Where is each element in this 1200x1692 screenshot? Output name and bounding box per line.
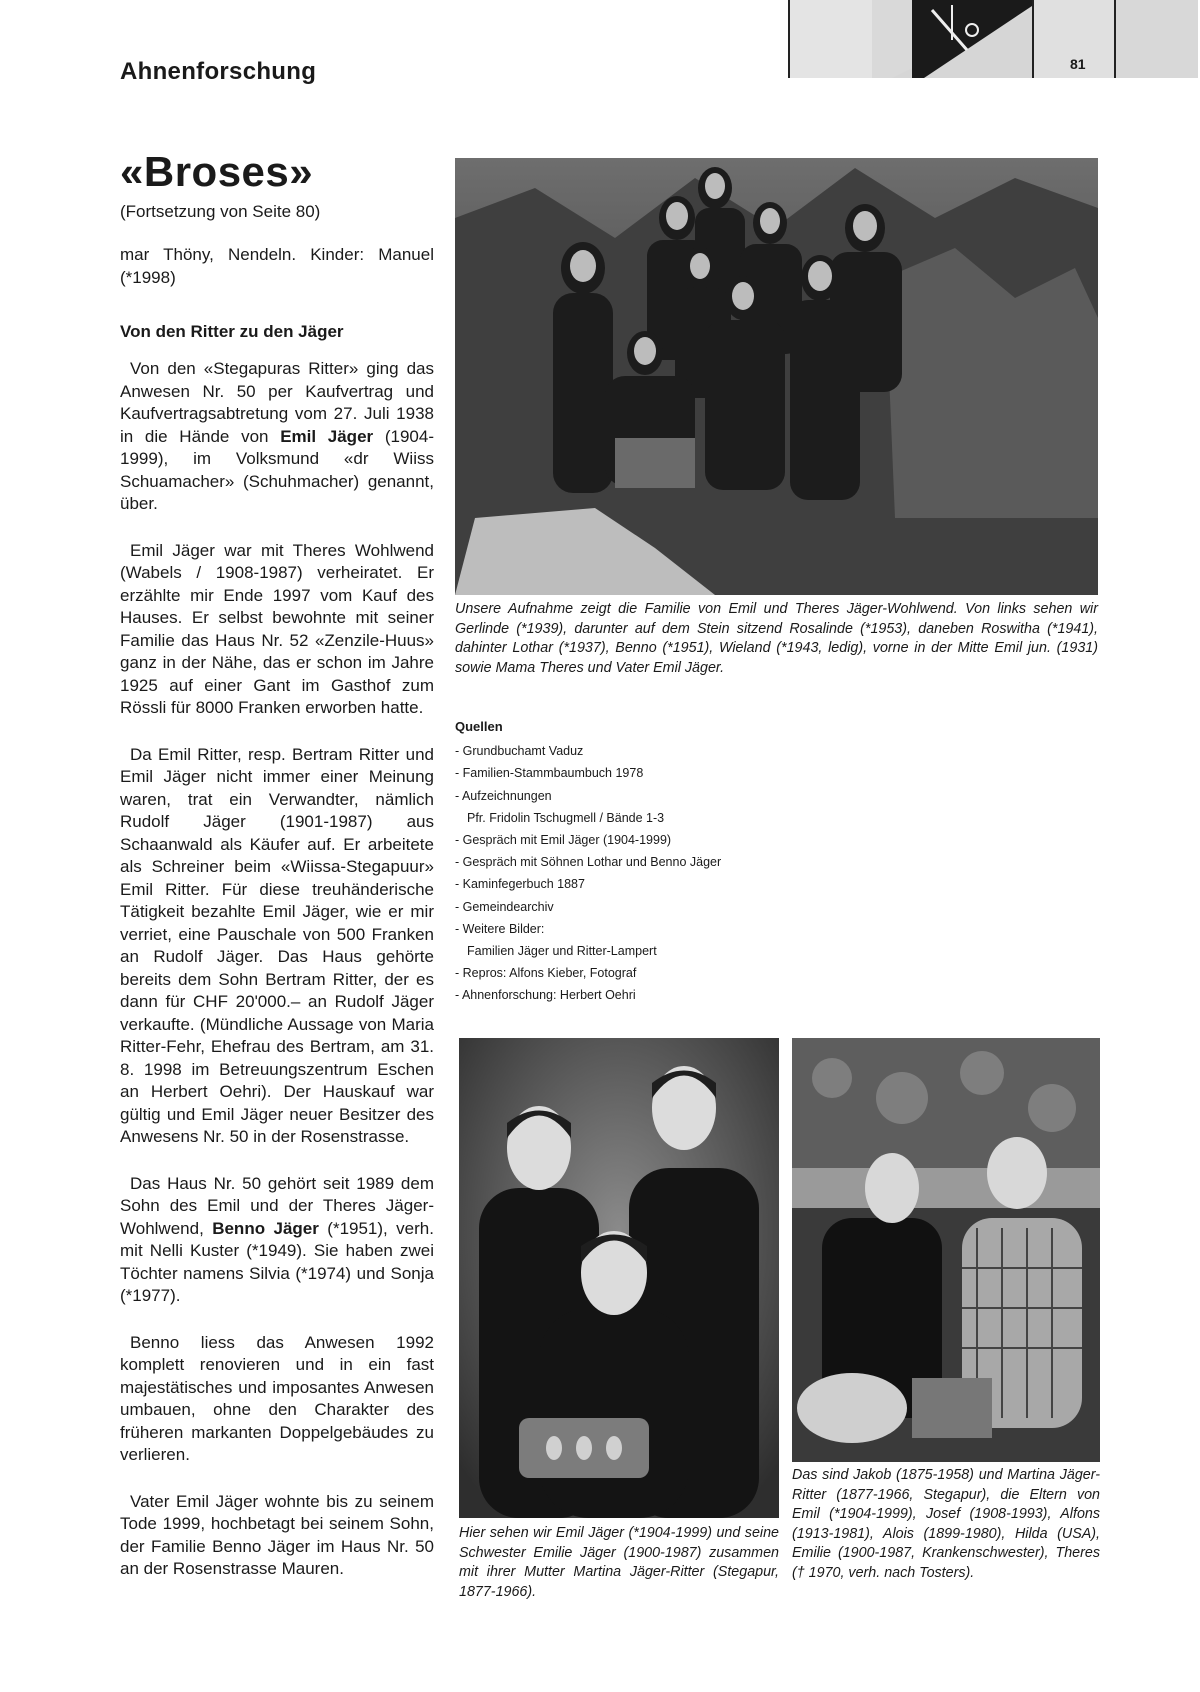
paragraph-6: Vater Emil Jäger wohnte bis zu seinem Tode 1999, hochbetagt bei seinem Sohn, der Familie Benno Jäger im Haus Nr. 50 an der Rosenstrasse Mauren.	[120, 1491, 434, 1578]
name-benno-jaeger: Benno Jäger	[212, 1218, 319, 1238]
source-item: - Kaminfegerbuch 1887	[455, 877, 585, 892]
article-subtitle: (Fortsetzung von Seite 80)	[120, 202, 321, 221]
siblings-photo-caption: Hier sehen wir Emil Jäger (*1904-1999) und seine Schwester Emilie Jäger (1900-1987) zusammen mit ihrer Mutter Martina Jäger-Ritter (Stegapur, 1877-1966).	[459, 1525, 779, 1600]
header-emblem-cell	[872, 0, 1034, 78]
family-photo-caption: Unsere Aufnahme zeigt die Familie von Emil und Theres Jäger-Wohlwend. Von links sehen wir Gerlinde (*1939), darunter auf dem Stein sitzend Rosalinde (*1953), daneben Roswitha (*1941), dahinter Lothar (*1937), Benno (*1951), Wieland (*1943, ledig), vorne in der Mitte Emil jun. (1931) sowie Mama Theres und Vater Emil Jäger.	[455, 601, 1098, 676]
intro-paragraph	[120, 244, 434, 313]
source-item: Pfr. Fridolin Tschugmell / Bände 1-3	[467, 810, 665, 825]
article-title: «Broses»	[120, 148, 314, 195]
paragraph-4-text-end: (*1951), verh. mit Nelli Kuster (*1949). Sie haben zwei Töchter namens Silvia (*1974) und Sonja (*1977).	[120, 1218, 434, 1305]
source-item: - Gespräch mit Söhnen Lothar und Benno Jäger	[455, 855, 722, 870]
family-photo	[455, 158, 1098, 595]
paragraph-2: Emil Jäger war mit Theres Wohlwend (Wabels / 1908-1987) verheiratet. Er erzählte mir Ende 1997 vom Kauf des Hauses. Er selbst bewohnte mit seiner Familie das Haus Nr. 52 «Zenzile-Huus» ganz in der Nähe, das er schon im Jahre 1925 auf einer Gant im Gasthof zum Rössli für 8000 Franken erworben hatte.	[120, 540, 434, 717]
source-item: - Aufzeichnungen	[455, 788, 552, 803]
source-item: - Familien-Stammbaumbuch 1978	[455, 766, 644, 781]
header-cell	[788, 0, 874, 78]
section-subheading: Von den Ritter zu den Jäger	[120, 322, 344, 341]
page-header-band	[788, 0, 1200, 80]
paragraph-4-text: Das Haus Nr. 50 gehört seit 1989 dem Sohn des Emil und der Theres Jäger-Wohlwend,	[120, 1173, 434, 1238]
family-photo-image	[455, 158, 1098, 595]
source-item: - Ahnenforschung: Herbert Oehri	[455, 988, 636, 1003]
paragraph-5: Benno liess das Anwesen 1992 komplett renovieren und in ein fast majestätisches und imposantes Anwesen umbauen, ohne den Charakter des früheren markanten Doppelgebäudes zu verlieren.	[120, 1332, 434, 1464]
source-item: Familien Jäger und Ritter-Lampert	[467, 944, 657, 959]
coat-of-arms-icon	[872, 0, 1032, 78]
siblings-photo	[459, 1038, 779, 1518]
paragraph-3: Da Emil Ritter, resp. Bertram Ritter und Emil Jäger nicht immer einer Meinung waren, trat ein Verwandter, nämlich Rudolf Jäger (1901-1987) aus Schaanwald als Käufer auf. Er arbeitete als Schreiner beim «Wiissa-Stegapuur» Emil Ritter. Für diese treuhänderische Tätigkeit bezahlte Emil Jäger, wie er mir verriet, eine Pauschale von 500 Franken an Rudolf Jäger. Das Haus gehörte bereits dem Sohn Bertram Ritter, der es dann für CHF 20'000.– an Rudolf Jäger verkaufte. (Mündliche Aussage von Maria Ritter-Fehr, Ehefrau des Bertram, am 31. 8. 1998 im Betreuungszentrum Eschen an Herbert Oehri). Der Hauskauf war gültig und Emil Jäger neuer Besitzer des Anwesens Nr. 50 in der Rosenstrasse.	[120, 744, 434, 1146]
paragraph-1	[120, 358, 434, 516]
name-emil-jaeger: Emil Jäger	[280, 426, 374, 446]
page-number: 81	[1070, 56, 1086, 72]
sources-list	[455, 716, 721, 1007]
parents-photo-caption: Das sind Jakob (1875-1958) und Martina Jäger-Ritter (1877-1966, Stegapur), die Eltern von Emil (*1904-1999), Josef (1908-1993), Alfons (1913-1981), Alois (1899-1980), Hilda (USA), Emilie (1900-1987, Krankenschwester), Theres († 1970, verh. nach Tosters).	[792, 1467, 1100, 1581]
source-item: - Gemeindearchiv	[455, 899, 554, 914]
paragraph-1-text-end: (1904-1999), im Volksmund «dr Wiiss Schuamacher» (Schuhmacher) genannt, über.	[120, 426, 434, 513]
source-item: - Gespräch mit Emil Jäger (1904-1999)	[455, 833, 672, 848]
source-item: - Repros: Alfons Kieber, Fotograf	[455, 966, 637, 981]
parents-photo	[792, 1038, 1100, 1462]
article-body	[120, 358, 434, 1605]
paragraph-1-text: Von den «Stegapuras Ritter» ging das Anwesen Nr. 50 per Kaufvertrag und Kaufvertragsabtretung vom 27. Juli 1938 in die Hände von	[120, 359, 434, 446]
header-cell	[1116, 0, 1198, 78]
section-title: Ahnenforschung	[120, 58, 317, 85]
siblings-photo-image	[459, 1038, 779, 1518]
parents-photo-image	[792, 1038, 1100, 1462]
source-item: - Weitere Bilder:	[455, 921, 545, 936]
sources-title: Quellen	[455, 719, 503, 734]
intro-text: mar Thöny, Nendeln. Kinder: Manuel (*1998)	[120, 245, 434, 287]
paragraph-4	[120, 1173, 434, 1308]
source-item: - Grundbuchamt Vaduz	[455, 744, 584, 759]
